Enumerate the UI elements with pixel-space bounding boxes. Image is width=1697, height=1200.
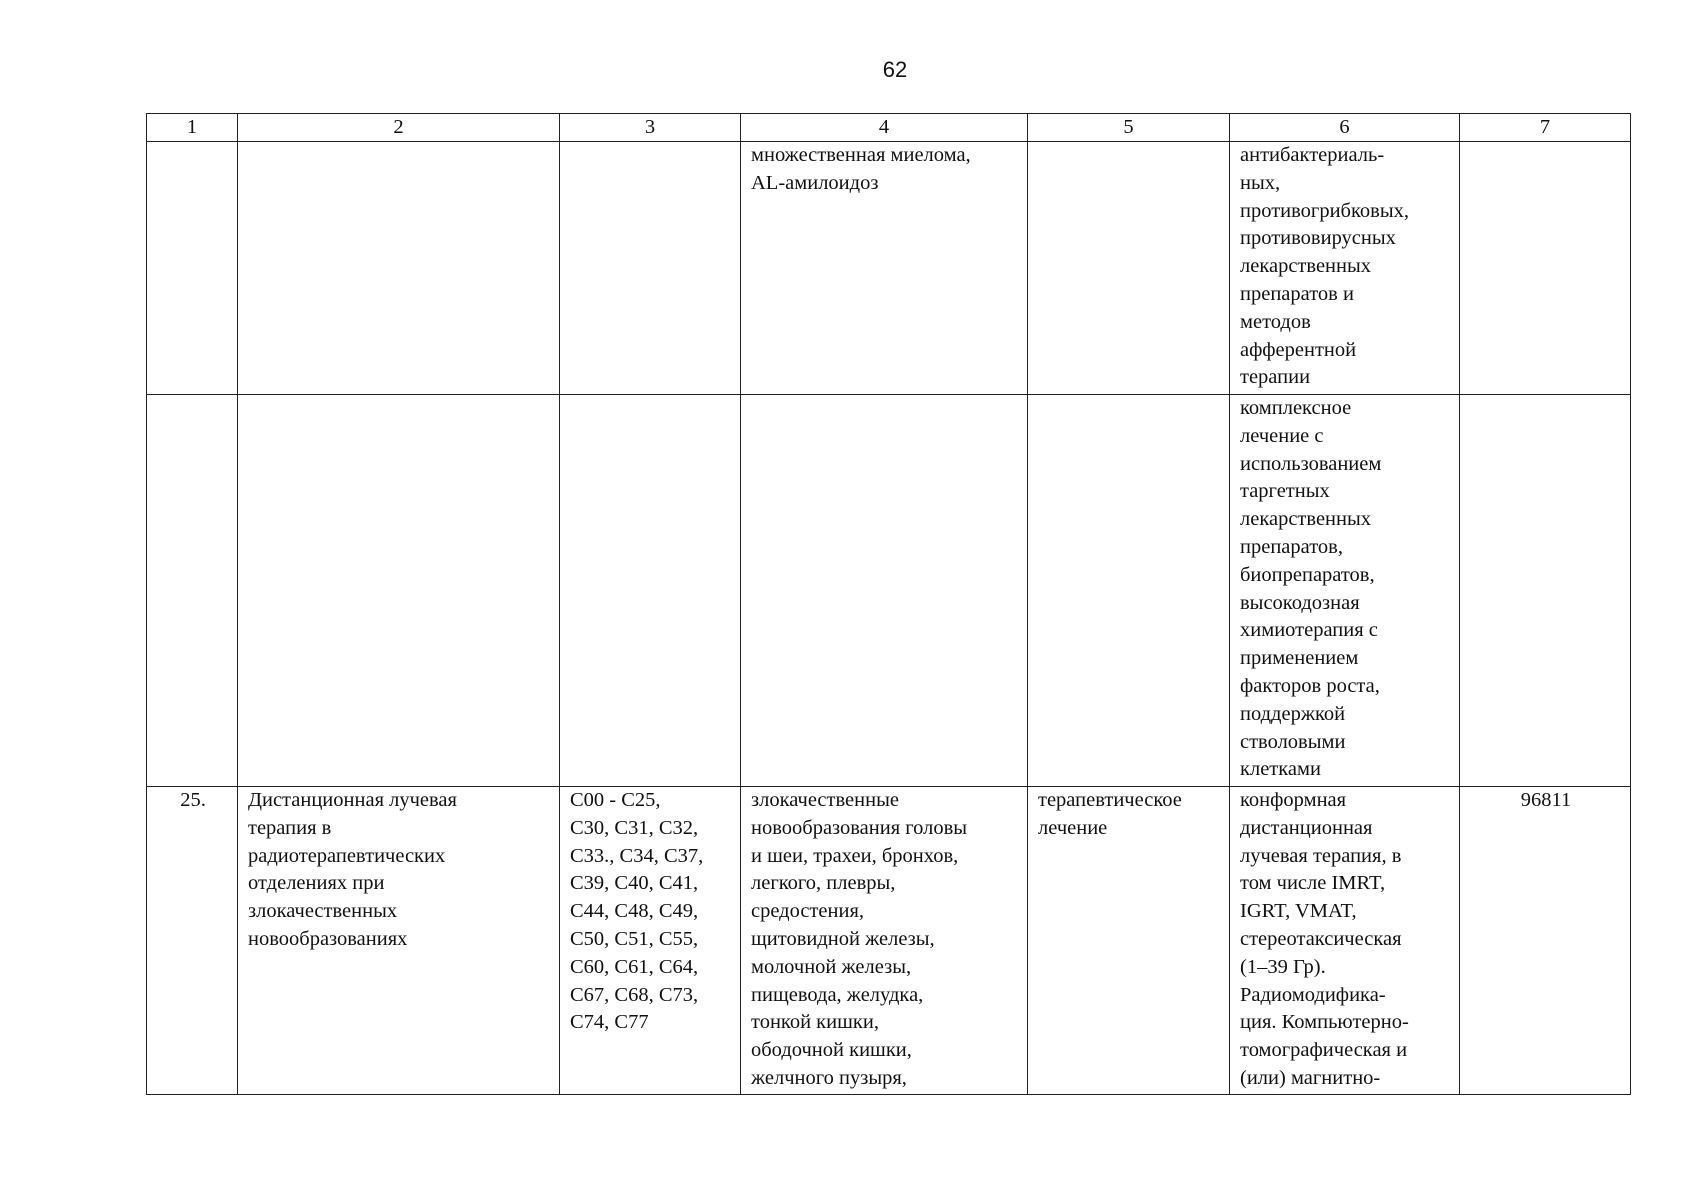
cell-text-line: ободочной кишки, [751, 1039, 912, 1062]
cell-text-line: лечение [1038, 816, 1108, 839]
cell-text-line: злокачественные [751, 789, 899, 811]
cell-text-line: высокодозная [1240, 591, 1360, 614]
cell-text-line: применением [1240, 647, 1359, 670]
treatment-type-cell [1028, 142, 1230, 395]
cell-text-line: терапевтическое [1038, 789, 1182, 811]
cell-text-line: C00 - C25, [570, 789, 661, 811]
cell-text-line: противогрибковых, [1240, 199, 1409, 222]
icd-codes-cell [560, 395, 741, 787]
cell-text-line: молочной железы, [751, 955, 912, 978]
cell-text-line: злокачественных [248, 900, 398, 923]
cell-text-line: антибактериаль- [1240, 144, 1385, 166]
service-name-cell [238, 395, 560, 787]
cell-text-line: IGRT, VMAT, [1240, 900, 1357, 923]
cost-cell: 96811 [1460, 787, 1631, 1095]
diagnosis-cell [741, 787, 1028, 1095]
column-header-row [147, 114, 1631, 142]
cost-cell [1460, 142, 1631, 395]
cell-text-line: желчного пузыря, [751, 1066, 907, 1089]
treatment-method-cell [1230, 787, 1460, 1095]
cell-text-line: C60, C61, C64, [570, 955, 699, 978]
cell-text-line: биопрепаратов, [1240, 563, 1375, 586]
column-header: 2 [238, 114, 560, 142]
cell-text-line: терапия в [248, 816, 332, 839]
page-number: 62 [882, 57, 908, 82]
cell-text-line: препаратов, [1240, 535, 1343, 558]
cell-text-line: лучевая терапия, в [1240, 844, 1402, 867]
table-row [147, 142, 1631, 395]
cell-text-line: том числе IMRT, [1240, 872, 1386, 895]
column-header: 6 [1230, 114, 1460, 142]
cell-text-line: комплексное [1240, 397, 1352, 419]
cell-text-line: отделениях при [248, 872, 385, 895]
cell-text-line: пищевода, желудка, [751, 983, 924, 1006]
row-number-cell [147, 395, 238, 787]
table-row [147, 395, 1631, 787]
cell-text-line: стереотаксическая [1240, 927, 1402, 950]
cell-text-line: таргетных [1240, 480, 1330, 503]
row-number-cell: 25. [147, 787, 238, 1095]
cell-text-line: C74, C77 [570, 1011, 649, 1034]
column-header: 4 [741, 114, 1028, 142]
diagnosis-cell [741, 395, 1028, 787]
diagnosis-cell [741, 142, 1028, 395]
cell-text-line: (или) магнитно- [1240, 1066, 1381, 1089]
cell-text-line: лекарственных [1240, 508, 1372, 531]
column-header: 1 [147, 114, 238, 142]
cell-text-line: лекарственных [1240, 255, 1372, 278]
cell-text-line: препаратов и [1240, 282, 1354, 305]
cell-text-line: афферентной [1240, 338, 1357, 361]
row-number-cell [147, 142, 238, 395]
cell-text-line: терапии [1240, 366, 1311, 389]
cell-text-line: новообразования головы [751, 816, 968, 839]
cell-text-line: клетками [1240, 758, 1321, 781]
cell-text-line: легкого, плевры, [751, 872, 896, 895]
cell-text-line: использованием [1240, 452, 1382, 475]
icd-codes-cell [560, 787, 741, 1095]
treatment-type-cell [1028, 787, 1230, 1095]
service-name-cell [238, 787, 560, 1095]
service-name-cell [238, 142, 560, 395]
column-header: 3 [560, 114, 741, 142]
cell-text-line: конформная [1240, 789, 1347, 811]
treatment-method-cell [1230, 142, 1460, 395]
cell-text-line: щитовидной железы, [751, 927, 935, 950]
cell-text-line: C50, C51, C55, [570, 927, 699, 950]
column-header: 5 [1028, 114, 1230, 142]
cell-text-line: тонкой кишки, [751, 1011, 879, 1034]
cell-text-line: новообразованиях [248, 927, 408, 950]
cell-text-line: (1–39 Гр). [1240, 955, 1326, 978]
cell-text-line: AL-амилоидоз [751, 171, 879, 194]
cell-text-line: противовирусных [1240, 227, 1396, 250]
icd-codes-cell [560, 142, 741, 395]
cell-text-line: Радиомодифика- [1240, 983, 1386, 1006]
cell-text-line: и шеи, трахеи, бронхов, [751, 844, 959, 867]
column-header: 7 [1460, 114, 1631, 142]
treatment-type-cell [1028, 395, 1230, 787]
cell-text-line: химиотерапия с [1240, 619, 1378, 642]
cell-text-line: стволовыми [1240, 730, 1346, 753]
cell-text-line: поддержкой [1240, 702, 1346, 725]
cell-text-line: средостения, [751, 900, 865, 923]
cell-text-line: C67, C68, C73, [570, 983, 699, 1006]
cell-text-line: томографическая и [1240, 1039, 1408, 1062]
cell-text-line: ных, [1240, 171, 1281, 194]
cell-text-line: радиотерапевтических [248, 844, 446, 867]
cell-text-line: C44, C48, C49, [570, 900, 699, 923]
cell-text-line: методов [1240, 310, 1311, 333]
cell-text-line: C39, C40, C41, [570, 872, 699, 895]
treatment-method-cell [1230, 395, 1460, 787]
cell-text-line: ция. Компьютерно- [1240, 1011, 1409, 1034]
cell-text-line: C33., C34, C37, [570, 844, 704, 867]
cell-text-line: факторов роста, [1240, 674, 1380, 697]
cell-text-line: C30, C31, C32, [570, 816, 699, 839]
cell-text-line: дистанционная [1240, 816, 1373, 839]
cell-text-line: Дистанционная лучевая [248, 789, 457, 811]
table-row [147, 787, 1631, 1095]
cell-text-line: множественная миелома, [751, 144, 971, 166]
cell-text-line: лечение с [1240, 424, 1324, 447]
cost-cell [1460, 395, 1631, 787]
services-table [146, 113, 1631, 1095]
